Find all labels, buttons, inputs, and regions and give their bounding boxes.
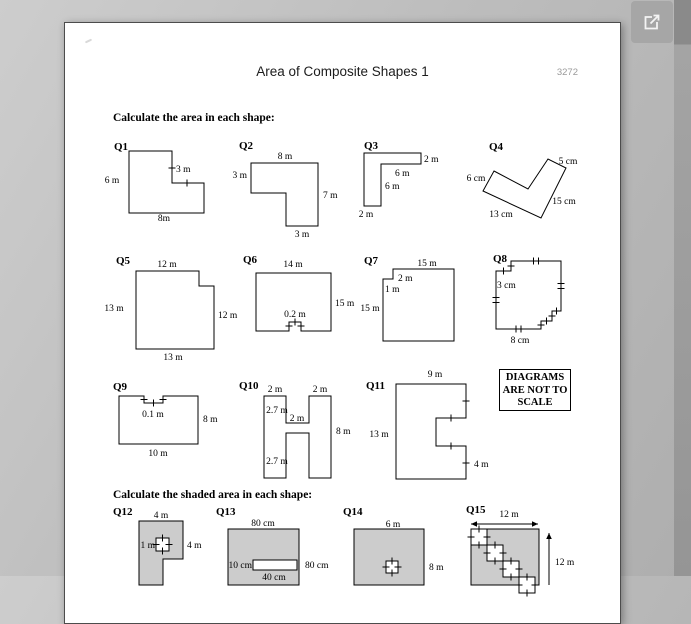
dimension-label: 9 m bbox=[427, 370, 443, 380]
dimension-label: 10 cm bbox=[228, 561, 252, 571]
dimension-label: 5 cm bbox=[558, 157, 578, 167]
diagram-q3 bbox=[359, 140, 439, 220]
dimension-label: 2 m bbox=[267, 385, 283, 395]
diagram-q13 bbox=[216, 506, 329, 585]
question-label: Q1 bbox=[114, 141, 129, 153]
question-label: Q2 bbox=[239, 140, 254, 152]
question-label: Q10 bbox=[239, 380, 259, 392]
scale-note-line: SCALE bbox=[517, 397, 553, 408]
diagram-q9 bbox=[113, 381, 218, 459]
dimension-label: 8 cm bbox=[510, 336, 530, 346]
dimension-label: 6 m bbox=[385, 182, 400, 192]
question-label: Q5 bbox=[116, 255, 131, 267]
dimension-label: 13 m bbox=[369, 430, 389, 440]
dimension-label: 13 m bbox=[163, 353, 183, 363]
question-label: Q12 bbox=[113, 506, 133, 518]
dimension-label: 12 m bbox=[555, 558, 575, 568]
diagram-q2 bbox=[232, 140, 338, 240]
section-heading-area: Calculate the area in each shape: bbox=[113, 112, 275, 124]
dimension-label: 15 m bbox=[417, 259, 437, 269]
question-label: Q13 bbox=[216, 506, 236, 518]
diagram-q1 bbox=[105, 141, 204, 224]
dimension-label: 2 m bbox=[312, 385, 328, 395]
worksheet-page bbox=[64, 22, 621, 624]
dimension-label: 12 m bbox=[218, 311, 238, 321]
question-label: Q8 bbox=[493, 253, 508, 265]
dimension-label: 0.2 m bbox=[284, 310, 306, 320]
scale-note-line: ARE NOT TO bbox=[502, 384, 568, 396]
dimension-label: 10 m bbox=[148, 449, 168, 459]
dimension-label: 12 m bbox=[499, 510, 519, 520]
diagram-q14 bbox=[343, 506, 444, 585]
open-in-new-button[interactable] bbox=[631, 1, 673, 43]
dimension-label: 80 cm bbox=[305, 561, 329, 571]
scale-note-line: DIAGRAMS bbox=[505, 372, 565, 383]
cutout bbox=[253, 560, 297, 570]
dimension-label: 40 cm bbox=[262, 573, 286, 583]
dimension-label: 6 m bbox=[385, 520, 401, 530]
dimension-label: 4 m bbox=[187, 541, 202, 551]
dimension-label: 13 cm bbox=[489, 210, 513, 220]
dimension-label: 8 m bbox=[336, 427, 351, 437]
diagram-q5 bbox=[104, 255, 238, 363]
scrollbar-track[interactable] bbox=[674, 0, 691, 576]
diagram-q10 bbox=[239, 380, 351, 478]
dimension-label: 15 m bbox=[335, 299, 355, 309]
dimension-label: 80 cm bbox=[251, 519, 275, 529]
dimension-label: 7 m bbox=[323, 191, 338, 201]
dimension-label: 8 m bbox=[429, 563, 444, 573]
dimension-label: 4 m bbox=[153, 511, 169, 521]
dimension-label: 2 m bbox=[424, 155, 439, 165]
dimension-label: 13 m bbox=[104, 304, 124, 314]
dimension-label: 6 m bbox=[104, 176, 120, 186]
dimension-label: 15 m bbox=[360, 304, 380, 314]
dimension-label: 2 m bbox=[398, 274, 413, 284]
question-label: Q6 bbox=[243, 254, 258, 266]
diagram-q6 bbox=[243, 254, 355, 331]
dimension-label: 0.1 m bbox=[142, 410, 164, 420]
dimension-label: 3 m bbox=[176, 165, 191, 175]
diagram-q12 bbox=[113, 506, 202, 585]
dimension-label: 12 m bbox=[157, 260, 177, 270]
question-label: Q4 bbox=[489, 141, 504, 153]
diagram-layer bbox=[65, 23, 620, 623]
dimension-label: 8m bbox=[157, 214, 171, 224]
page-title: Area of Composite Shapes 1 bbox=[256, 64, 429, 79]
diagram-q4 bbox=[467, 141, 578, 220]
dimension-label: 1 m bbox=[385, 285, 400, 295]
dimension-label: 3 m bbox=[232, 171, 247, 181]
dimension-label: 6 m bbox=[395, 169, 410, 179]
dimension-label: 3 m bbox=[294, 230, 310, 240]
question-label: Q15 bbox=[466, 504, 486, 516]
question-label: Q9 bbox=[113, 381, 128, 393]
doc-number: 3272 bbox=[556, 67, 578, 78]
dimension-label: 2.7 m bbox=[266, 406, 288, 416]
dimension-label: 15 cm bbox=[552, 197, 576, 207]
dimension-label: 2.7 m bbox=[266, 457, 288, 467]
dimension-label: 4 m bbox=[474, 460, 489, 470]
dimension-label: 14 m bbox=[283, 260, 303, 270]
question-label: Q7 bbox=[364, 255, 379, 267]
diagram-q15 bbox=[466, 504, 575, 597]
question-label: Q11 bbox=[366, 380, 385, 392]
dimension-label: 1 m bbox=[140, 541, 155, 551]
dimension-label: 2 m bbox=[289, 414, 305, 424]
question-label: Q3 bbox=[364, 140, 379, 152]
diagram-q8 bbox=[493, 253, 565, 346]
diagram-q11 bbox=[366, 370, 489, 479]
dimension-label: 2 m bbox=[358, 210, 374, 220]
dimension-label: 8 m bbox=[203, 415, 218, 425]
dimension-label: 8 m bbox=[277, 152, 293, 162]
open-in-new-icon bbox=[640, 10, 664, 34]
section-heading-shaded-area: Calculate the shaded area in each shape: bbox=[113, 489, 313, 501]
diagram-q7 bbox=[360, 255, 454, 341]
dimension-label: 6 cm bbox=[466, 174, 486, 184]
question-label: Q14 bbox=[343, 506, 363, 518]
dimension-label: 3 cm bbox=[497, 281, 516, 291]
